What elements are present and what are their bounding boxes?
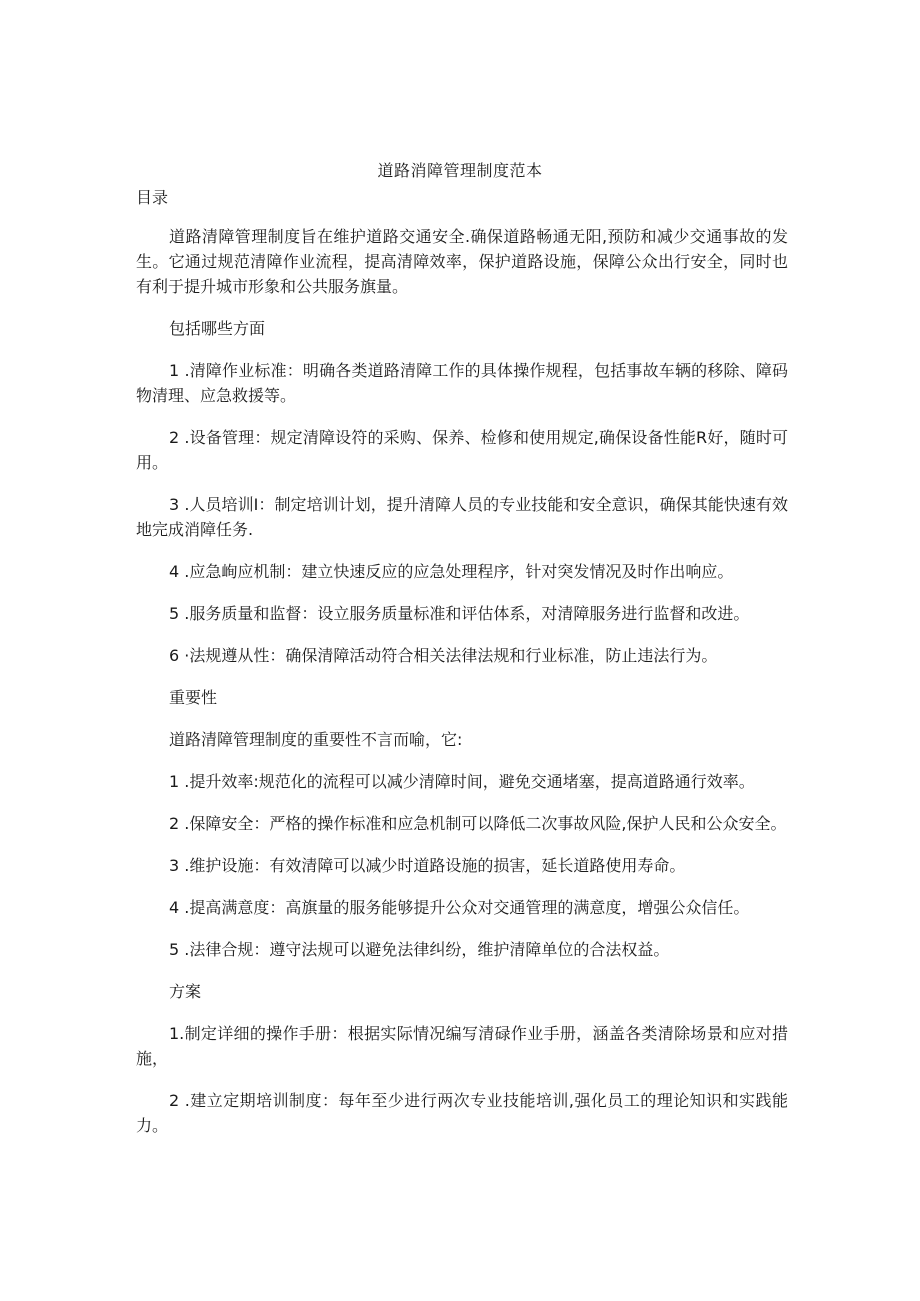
document-body: [136, 224, 788, 1155]
importance-lead: 道路清障管理制度的重要性不言而喻，它:: [169, 730, 463, 749]
importance-item: 4 .提高满意度：高旗量的服务能够提升公众对交通管理的满意度，增强公众信任。: [169, 898, 750, 917]
aspect-item: 1 .清障作业标准：明确各类道路清障工作的具体操作规程，包括事故车辆的移除、障码物清理、应急救援等。: [136, 361, 788, 405]
importance-item: 2 .保障安全：严格的操作标准和应急机制可以降低二次事故风险,保护人民和公众安全。: [169, 814, 787, 833]
aspect-item: 3 .人员培训I：制定培训计划，提升清障人员的专业技能和安全意识，确保其能快速有效地完成消障任务.: [136, 495, 788, 539]
section-heading-plan: 方案: [169, 982, 202, 1001]
section-heading-aspects: 包括哪些方面: [169, 319, 266, 338]
document-title: 道路消障管理制度范本: [377, 161, 543, 180]
toc-label: 目录: [136, 188, 169, 207]
aspect-item: 2 .设备管理：规定清障设符的采购、保养、检修和使用规定,确保设备性能R好，随时可用。: [136, 428, 788, 472]
intro-paragraph: 道路清障管理制度旨在维护道路交通安全.确保道路畅通无阳,预防和减少交通事故的发生。它通过规范清障作业流程，提高清障效率，保护道路设施，保障公众出行安全，同时也有利于提升城市形象和公共服务旗量。: [136, 227, 788, 296]
aspect-item: 6 ·法规遵从性：确保清障活动符合相关法律法规和行业标准，防止违法行为。: [169, 646, 718, 665]
section-heading-importance: 重要性: [169, 688, 218, 707]
importance-item: 5 .法律合规：遵守法规可以避免法律纠纷，维护清障单位的合法权益。: [169, 940, 670, 959]
importance-item: 1 .提升效率:规范化的流程可以减少清障时间，避免交通堵塞，提高道路通行效率。: [169, 772, 755, 791]
plan-item: 1.制定详细的操作手册：根据实际情况编写清碌作业手册，涵盖各类清除场景和应对措施，: [136, 1024, 788, 1068]
aspect-item: 5 .服务质量和监督：设立服务质量标准和评估体系，对清障服务进行监督和改进。: [169, 604, 750, 623]
plan-item: 2 .建立定期培训制度：每年至少进行两次专业技能培训,强化员工的理论知识和实践能力。: [136, 1091, 788, 1135]
aspect-item: 4 .应急峋应机制：建立快速反应的应急处理程序，针对突发情况及时作出响应。: [169, 562, 734, 581]
importance-item: 3 .维护设施：有效清障可以减少时道路设施的损害，延长道路使用寿命。: [169, 856, 686, 875]
